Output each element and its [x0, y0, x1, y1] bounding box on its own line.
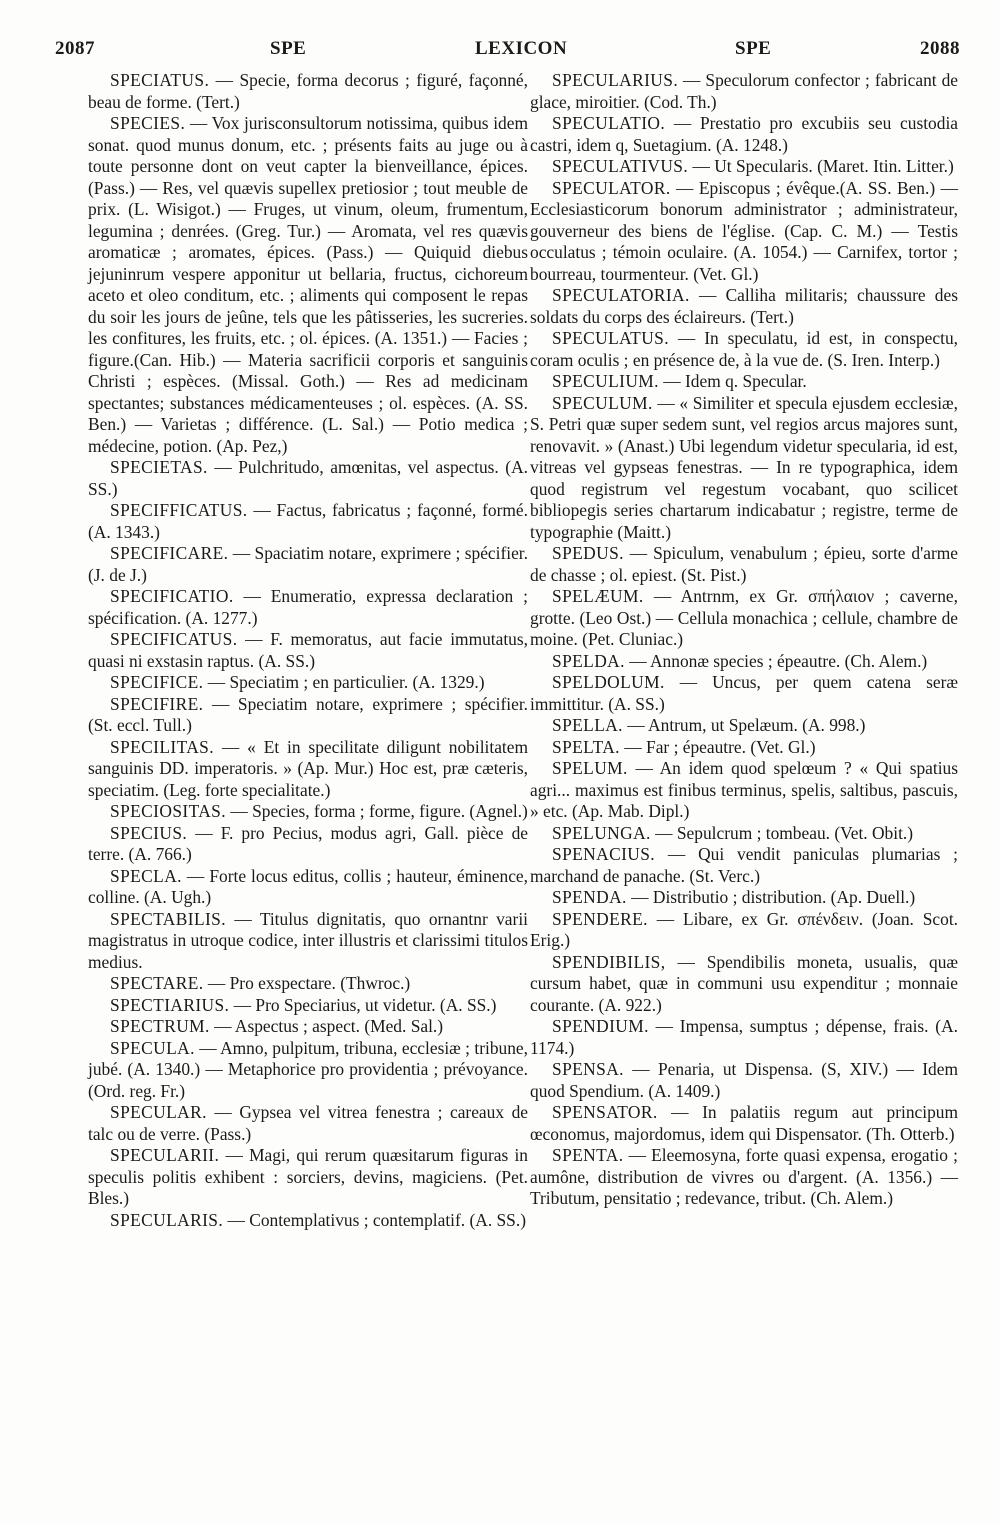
entry-definition: — Speciatim notare, exprimere ; spécifier. (St. eccl. Tull.) — [88, 693, 529, 735]
entry-headword: SPECILITAS. — [110, 736, 214, 757]
dictionary-entry — [530, 328, 958, 371]
entry-headword: SPECLA. — [110, 865, 182, 886]
entry-headword: SPENTA. — [552, 1145, 624, 1165]
entry-headword: SPECULATIO. — [552, 113, 666, 133]
entry-headword: SPECIFFICATUS. — [110, 500, 248, 520]
right-page-number: 2088 — [920, 38, 960, 59]
entry-definition: — Pulchritudo, amœnitas, vel aspectus. (A. SS.) — [88, 457, 528, 499]
entry-definition: — Enumeratio, expressa declaration ; spécification. (A. 1277.) — [88, 586, 528, 628]
dictionary-entry — [530, 758, 958, 823]
entry-definition: — Sepulcrum ; tombeau. (Vet. Obit.) — [655, 822, 914, 843]
dictionary-entry — [88, 866, 528, 909]
entry-headword: SPECIETAS. — [110, 457, 208, 477]
entry-definition: — Qui vendit paniculas plumarias ; marchand de panache. (St. Verc.) — [530, 844, 958, 886]
dictionary-entry — [530, 1059, 958, 1102]
dictionary-entry — [88, 500, 528, 543]
entry-definition: — Spendibilis moneta, usualis, quæ cursum habet, quæ in communi usu expenditur ; monnaie courante. (A. 922.) — [530, 951, 958, 1015]
dictionary-entry — [88, 995, 528, 1017]
dictionary-entry — [530, 672, 958, 715]
entry-definition: — Spaciatim notare, exprimere ; spécifier. (J. de J.) — [88, 543, 528, 585]
dictionary-entry — [530, 715, 958, 737]
entry-headword: SPECULARII. — [110, 1145, 220, 1165]
entry-headword: SPELDA. — [552, 650, 625, 671]
entry-definition: — F. memoratus, aut facie immutatus, quasi ni exstasin raptus. (A. SS.) — [88, 629, 528, 671]
entry-headword: SPECULATORIA. — [552, 285, 690, 305]
entry-definition: — Annonæ species ; épeautre. (Ch. Alem.) — [629, 650, 928, 671]
entry-definition: — Eleemosyna, forte quasi expensa, erogatio ; aumône, distribution de vivres ou d'argent. (A. 1356.) — Tributum, pensitatio ; redevance, tribut. (Ch. Alem.) — [530, 1145, 958, 1208]
entry-definition: — Magi, qui rerum quæsitarum figuras in speculis politis exhibent : sorciers, devins, magiciens. (Pet. Bles.) — [88, 1145, 528, 1208]
entry-definition: — « Et in specilitate diligunt nobilitatem sanguinis DD. imperatoris. » (Ap. Mur.) Hoc est, præ cæteris, speciatim. (Leg. forte specialitate.) — [88, 736, 528, 800]
dictionary-entry — [530, 371, 958, 393]
entry-headword: SPECULUM. — [552, 392, 653, 413]
entry-definition: — Far ; épeautre. (Vet. Gl.) — [624, 736, 816, 757]
entry-headword: SPENDERE. — [552, 908, 648, 929]
entry-definition: — An idem quod spelœum ? « Qui spatius agri... maximus est finibus terminus, spelis, saltibus, pascuis, » etc. (Ap. Mab. Dipl.) — [530, 758, 958, 821]
entry-headword: SPECULIUM. — [552, 371, 659, 391]
entry-definition: — Specie, forma decorus ; figuré, façonné, beau de forme. (Tert.) — [88, 70, 528, 112]
entry-definition: — In palatiis regum aut principum œconomus, majordomus, idem qui Dispensator. (Th. Otterb.) — [530, 1102, 958, 1144]
dictionary-entry — [530, 952, 958, 1017]
entry-definition: — Distributio ; distribution. (Ap. Duell.) — [631, 887, 916, 907]
dictionary-entry — [530, 178, 958, 286]
entry-headword: SPECULATOR. — [552, 177, 671, 198]
entry-definition: — Titulus dignitatis, quo ornantnr varii magistratus in utroque codice, inter illustris et clarissimi titulos medius. — [88, 908, 528, 972]
entry-definition: — Gypsea vel vitrea fenestra ; careaux de talc ou de verre. (Pass.) — [88, 1102, 528, 1144]
entry-headword: SPELUNGA. — [552, 822, 651, 843]
entry-headword: SPENACIUS. — [552, 844, 656, 864]
dictionary-entry — [530, 909, 958, 952]
entry-headword: SPECULARIUS. — [552, 70, 679, 90]
entry-definition: — « Similiter et specula ejusdem ecclesiæ, S. Petri quæ super sedem sunt, vel regios arcus majores sunt, renovavit. » (Anast.) Ubi legendum videtur specularia, id est, vitreas vel gypseas fenestras. — In re typographica, idem quod registrum vel regestum vocabant, quo scilicet bibliopegis series chartarum indicabatur ; registre, terme de typographie (Maitt.) — [530, 392, 958, 542]
dictionary-entry — [88, 973, 528, 995]
entry-definition: — Aspectus ; aspect. (Med. Sal.) — [214, 1016, 444, 1036]
entry-headword: SPECIFICATIO. — [110, 586, 234, 606]
dictionary-entry — [88, 801, 528, 823]
dictionary-entry — [530, 737, 958, 759]
center-title: LEXICON — [475, 38, 568, 59]
entry-definition: — Pro Speciarius, ut videtur. (A. SS.) — [233, 994, 497, 1015]
dictionary-entry — [530, 823, 958, 845]
entry-definition: — In speculatu, id est, in conspectu, coram oculis ; en présence de, à la vue de. (S. Iren. Interp.) — [530, 328, 958, 370]
entry-definition: — Prestatio pro excubiis seu custodia castri, idem q, Suetagium. (A. 1248.) — [530, 113, 958, 155]
dictionary-entry — [530, 1016, 958, 1059]
dictionary-entry — [88, 672, 528, 694]
entry-headword: SPENSA. — [552, 1059, 624, 1079]
dictionary-entry — [88, 70, 528, 113]
entry-definition: — Antrnm, ex Gr. σπήλαιον ; caverne, grotte. (Leo Ost.) — Cellula monachica ; cellule, chambre de moine. (Pet. Cluniac.) — [530, 586, 958, 649]
entry-headword: SPECULAR. — [110, 1102, 207, 1122]
entry-definition: — Libare, ex Gr. σπένδειν. (Joan. Scot. Erig.) — [530, 908, 958, 950]
entry-definition: — Spiculum, venabulum ; épieu, sorte d'arme de chasse ; ol. epiest. (St. Pist.) — [530, 543, 958, 585]
entry-headword: SPELLA. — [552, 715, 623, 735]
dictionary-entry — [88, 1038, 528, 1103]
left-running-word: SPE — [270, 38, 307, 59]
entry-headword: SPECULA. — [110, 1037, 195, 1058]
dictionary-entry — [88, 1016, 528, 1038]
entry-headword: SPECULATIVUS. — [552, 156, 689, 176]
dictionary-entry — [530, 70, 958, 113]
dictionary-entry — [530, 1145, 958, 1210]
dictionary-entry — [530, 285, 958, 328]
dictionary-entry — [88, 586, 528, 629]
entry-headword: SPEDUS. — [552, 543, 624, 563]
right-column — [530, 70, 958, 1210]
dictionary-entry — [88, 823, 528, 866]
entry-headword: SPELÆUM. — [552, 586, 644, 606]
entry-headword: SPECIFIRE. — [110, 693, 204, 714]
entry-definition: — Species, forma ; forme, figure. (Agnel.) — [230, 801, 528, 821]
entry-definition: — Forte locus editus, collis ; hauteur, éminence, colline. (A. Ugh.) — [88, 865, 528, 907]
entry-definition: — Impensa, sumptus ; dépense, frais. (A. 1174.) — [530, 1016, 958, 1058]
dictionary-entry — [530, 393, 958, 544]
entry-headword: SPECULATUS. — [552, 328, 669, 348]
dictionary-entry — [530, 113, 958, 156]
entry-definition: — Penaria, ut Dispensa. (S, XIV.) — Idem quod Spendium. (A. 1409.) — [530, 1059, 958, 1101]
entry-definition: — Pro exspectare. (Thwroc.) — [207, 973, 411, 993]
entry-headword: SPELUM. — [552, 758, 628, 778]
entry-definition: — Antrum, ut Spelæum. (A. 998.) — [627, 715, 866, 735]
entry-definition: — Factus, fabricatus ; façonné, formé. (A. 1343.) — [88, 500, 528, 542]
entry-headword: SPECIOSITAS. — [110, 801, 226, 821]
dictionary-entry — [88, 1102, 528, 1145]
dictionary-entry — [88, 737, 528, 802]
entry-headword: SPELTA. — [552, 736, 620, 757]
dictionary-entry — [88, 457, 528, 500]
left-column — [88, 70, 528, 1231]
dictionary-entry — [530, 651, 958, 673]
dictionary-entry — [530, 586, 958, 651]
dictionary-entry — [88, 1210, 528, 1232]
left-page-number: 2087 — [55, 38, 95, 59]
entry-definition: — F. pro Pecius, modus agri, Gall. pièce de terre. (A. 766.) — [88, 822, 528, 864]
entry-definition: — Contemplativus ; contemplatif. (A. SS.) — [227, 1209, 526, 1230]
dictionary-entry — [530, 543, 958, 586]
entry-definition: — Episcopus ; évêque.(A. SS. Ben.) — Ecclesiasticorum bonorum administrator ; administrateur, gouverneur des biens de l'église. (Cap. C. M.) — Testis occulatus ; témoin oculaire. (A. 1054.) — Carnifex, tortor ; bourreau, tourmenteur. (Vet. Gl.) — [530, 177, 958, 284]
entry-definition: — Speculorum confector ; fabricant de glace, miroitier. (Cod. Th.) — [530, 70, 958, 112]
dictionary-entry — [88, 543, 528, 586]
entry-headword: SPECIATUS. — [110, 70, 210, 90]
dictionary-entry — [530, 1102, 958, 1145]
entry-headword: SPECTABILIS. — [110, 908, 226, 929]
entry-headword: SPENSATOR. — [552, 1102, 658, 1122]
entry-headword: SPECTIARIUS. — [110, 994, 230, 1015]
dictionary-entry — [88, 909, 528, 974]
dictionary-entry — [88, 113, 528, 457]
entry-headword: SPENDIUM. — [552, 1016, 649, 1036]
entry-definition: — Ut Specularis. (Maret. Itin. Litter.) — [692, 156, 954, 176]
dictionary-entry — [88, 694, 528, 737]
entry-headword: SPENDA. — [552, 887, 627, 907]
entry-headword: SPECTARE. — [110, 973, 204, 993]
entry-headword: SPECIUS. — [110, 822, 188, 843]
entry-headword: SPENDIBILIS, — [552, 951, 666, 972]
right-running-word: SPE — [735, 38, 772, 59]
entry-definition: — Vox jurisconsultorum notissima, quibus idem sonat. quod munus donum, etc. ; présents faits au juge ou à toute personne dont on veut capter la bienveillance, épices. (Pass.) — Res, vel quævis supellex pretiosior ; tout meuble de prix. (L. Wisigot.) — Fruges, ut vinum, oleum, frumentum, legumina ; denrées. (Greg. Tur.) — Aromata, vel res quævis aromaticæ ; aromates, épices. (Pass.) — Quiquid diebus jejuninrum vespere apponitur ut bellaria, fructus, cichoreum aceto et oleo conditum, etc. ; aliments qui composent le repas du soir les jours de jeûne, tels que les pâtisseries, les sucreries. les confitures, les fruits, etc. ; ol. épices. (A. 1351.) — Facies ; figure.(Can. Hib.) — Materia sacrificii corporis et sanguinis Christi ; espèces. (Missal. Goth.) — Res ad medicinam spectantes; substances médicamenteuses ; ol. espèces. (A. SS. Ben.) — Varietas ; différence. (L. Sal.) — Potio medica ; médecine, potion. (Ap. Pez,) — [88, 113, 528, 456]
entry-definition: — Uncus, per quem catena seræ immittitur. (A. SS.) — [530, 672, 958, 714]
entry-headword: SPECIFICARE. — [110, 543, 229, 563]
entry-headword: SPECIES. — [110, 113, 186, 133]
entry-headword: SPECULARIS. — [110, 1209, 224, 1230]
entry-definition: — Calliha militaris; chaussure des soldats du corps des éclaireurs. (Tert.) — [530, 285, 958, 327]
entry-headword: SPELDOLUM. — [552, 672, 665, 692]
entry-headword: SPECIFICATUS. — [110, 629, 238, 649]
entry-definition: — Amno, pulpitum, tribuna, ecclesiæ ; tribune, jubé. (A. 1340.) — Metaphorice pro providentia ; prévoyance. (Ord. reg. Fr.) — [88, 1037, 528, 1101]
entry-headword: SPECIFICE. — [110, 672, 204, 692]
dictionary-entry — [88, 629, 528, 672]
running-head — [55, 38, 960, 68]
dictionary-entry — [530, 844, 958, 887]
entry-headword: SPECTRUM. — [110, 1016, 210, 1036]
dictionary-entry — [530, 156, 958, 178]
dictionary-entry — [88, 1145, 528, 1210]
entry-definition: — Speciatim ; en particulier. (A. 1329.) — [207, 672, 485, 692]
dictionary-entry — [530, 887, 958, 909]
entry-definition: — Idem q. Specular. — [663, 371, 807, 391]
